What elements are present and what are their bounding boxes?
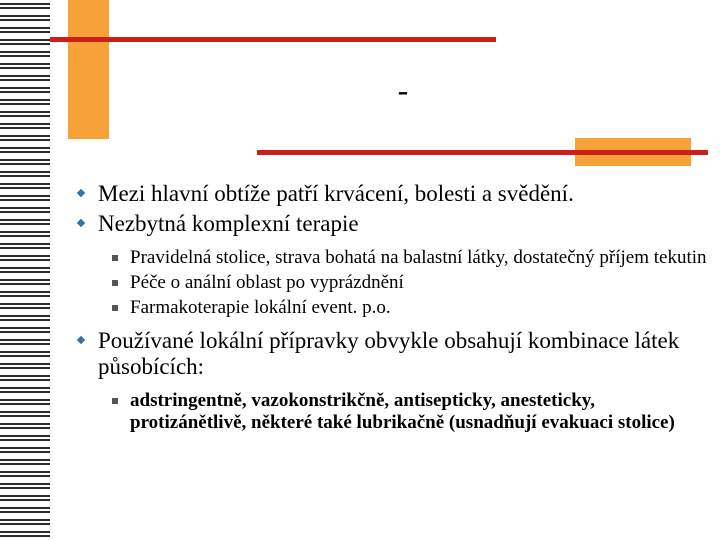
- sub-bullet-2-2: [78, 272, 708, 294]
- bullet-3: [78, 328, 708, 380]
- slide-content: [78, 181, 708, 437]
- diamond-bullet-icon: [77, 336, 85, 344]
- bullet-3-text: Používané lokální přípravky obvykle obsahují kombinace látek působících:: [98, 328, 680, 379]
- sub-bullet-text: Farmakoterapie lokální event. p.o.: [130, 297, 391, 318]
- bullet-1-text: Mezi hlavní obtíže patří krvácení, bolesti a svědění.: [98, 181, 574, 206]
- square-bullet-icon: [112, 398, 118, 404]
- sub-bullet-text: Pravidelná stolice, strava bohatá na balastní látky, dostatečný příjem tekutin: [130, 247, 707, 268]
- bullet-2-text: Nezbytná komplexní terapie: [98, 211, 359, 236]
- sub-bullet-3-1: [78, 390, 708, 434]
- red-line-bottom: [257, 150, 708, 155]
- sub-bullet-text: Péče o anální oblast po vyprázdnění: [130, 272, 404, 293]
- orange-block-top: [68, 0, 109, 139]
- left-stripe-decoration: [0, 0, 50, 540]
- slide-title: -: [397, 72, 409, 108]
- square-bullet-icon: [112, 305, 118, 311]
- sub-bullet-2-3: [78, 297, 708, 319]
- diamond-bullet-icon: [77, 189, 85, 197]
- diamond-bullet-icon: [77, 219, 85, 227]
- bullet-2: [78, 211, 708, 237]
- red-line-top: [50, 37, 496, 42]
- sub-bullet-text: adstringentně, vazokonstrikčně, antisepticky, anesteticky, protizánětlivě, některé také lubrikačně (usnadňují evakuaci stolice): [130, 390, 675, 433]
- square-bullet-icon: [112, 255, 118, 261]
- sub-bullet-2-1: [78, 247, 708, 269]
- square-bullet-icon: [112, 280, 118, 286]
- bullet-1: [78, 181, 708, 207]
